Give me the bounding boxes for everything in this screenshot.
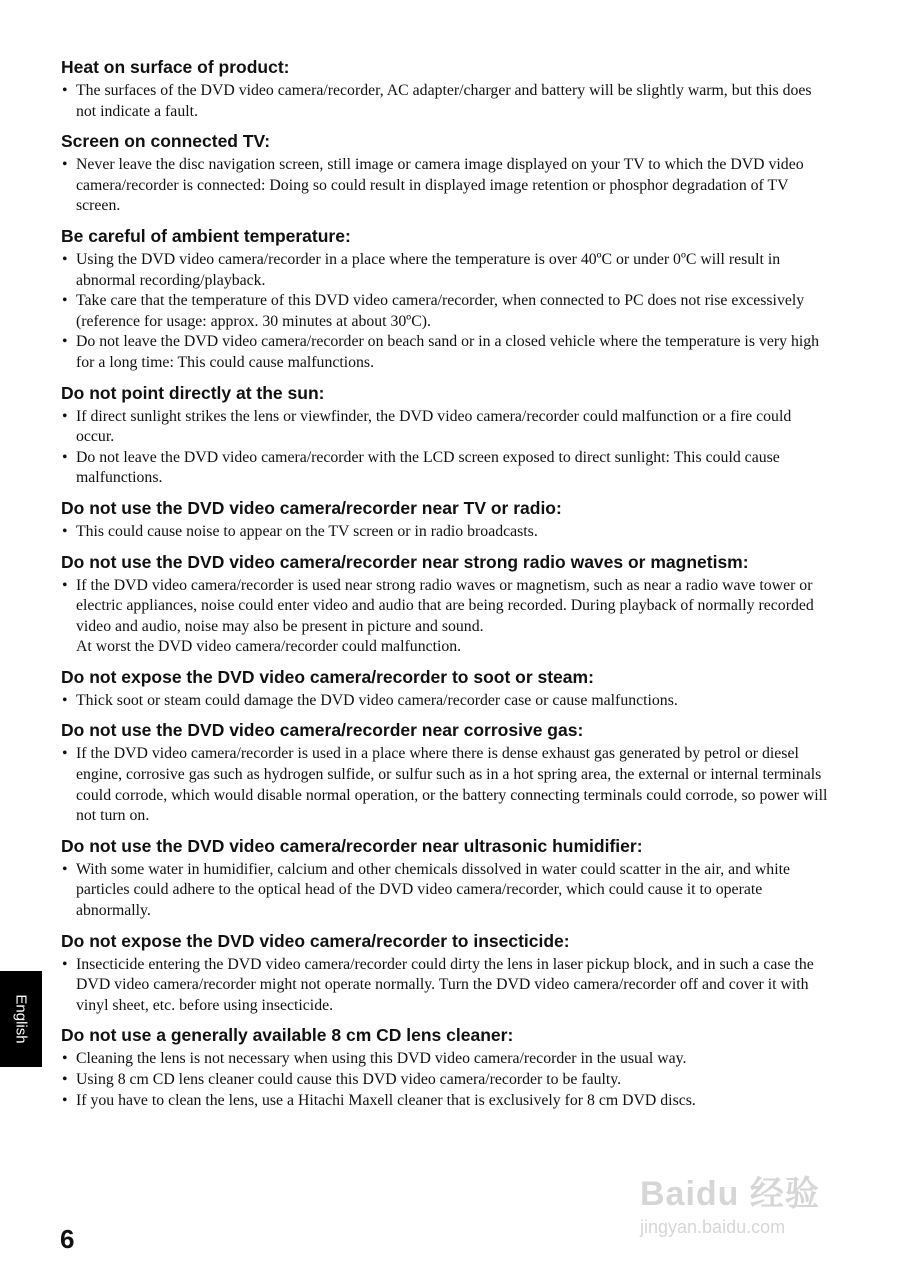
section-heading: Do not expose the DVD video camera/recorder to soot or steam: — [61, 666, 594, 687]
section-sun — [61, 382, 831, 489]
section-connected-tv — [61, 130, 831, 217]
bullet-list — [61, 955, 831, 1017]
bullet-list — [61, 860, 831, 922]
section-ambient-temperature — [61, 225, 831, 374]
section-soot-steam — [61, 666, 831, 712]
bullet-item: • If direct sunlight strikes the lens or viewfinder, the DVD video camera/recorder could malfunction or a fire could occur. — [61, 407, 831, 448]
bullet-item — [61, 576, 831, 658]
section-lens-cleaner — [61, 1024, 831, 1111]
section-heading: Be careful of ambient temperature: — [61, 225, 351, 246]
bullet-item: • Do not leave the DVD video camera/recorder with the LCD screen exposed to direct sunlight: This could cause malfunctions. — [61, 448, 831, 489]
bullet-item: • Insecticide entering the DVD video camera/recorder could dirty the lens in laser pickup block, and in such a case the DVD video camera/recorder might not operate normally. Turn the DVD video camera/recorder off and cover it with vinyl sheet, etc. before using insecticide. — [61, 955, 831, 1017]
section-heading: Do not use the DVD video camera/recorder near strong radio waves or magnetism: — [61, 551, 749, 572]
section-heat-surface — [61, 56, 831, 122]
bullet-list — [61, 576, 831, 658]
bullet-list — [61, 744, 831, 826]
watermark-url: jingyan.baidu.com — [640, 1217, 786, 1237]
bullet-item: • Do not leave the DVD video camera/recorder on beach sand or in a closed vehicle where the temperature is very high for a long time: This could cause malfunctions. — [61, 332, 831, 373]
bullet-text: If the DVD video camera/recorder is used near strong radio waves or magnetism, such as near a radio wave tower or electric appliances, noise could enter video and audio that are being recorded. During playback of normally recorded video and audio, noise may also be present in picture and sound. — [76, 576, 814, 635]
bullet-item: • Take care that the temperature of this DVD video camera/recorder, when connected to PC does not rise excessively (reference for usage: approx. 30 minutes at about 30ºC). — [61, 291, 831, 332]
bullet-item: • If you have to clean the lens, use a Hitachi Maxell cleaner that is exclusively for 8 cm DVD discs. — [61, 1091, 831, 1112]
bullet-item: • Using 8 cm CD lens cleaner could cause this DVD video camera/recorder to be faulty. — [61, 1070, 831, 1091]
language-label: English — [12, 994, 30, 1044]
bullet-list — [61, 407, 831, 489]
section-insecticide — [61, 930, 831, 1017]
section-heading: Do not use the DVD video camera/recorder near ultrasonic humidifier: — [61, 835, 643, 856]
bullet-item: • Using the DVD video camera/recorder in a place where the temperature is over 40ºC or under 0ºC will result in abnormal recording/playback. — [61, 250, 831, 291]
manual-content — [61, 56, 831, 1119]
bullet-list — [61, 1049, 831, 1111]
section-heading: Heat on surface of product: — [61, 57, 290, 77]
bullet-list — [61, 250, 831, 374]
baidu-watermark — [640, 1166, 860, 1246]
section-heading: Do not point directly at the sun: — [61, 382, 325, 403]
page-number: 6 — [60, 1224, 75, 1254]
section-heading: Screen on connected TV: — [61, 131, 271, 152]
bullet-list — [61, 155, 831, 217]
section-corrosive-gas — [61, 719, 831, 826]
bullet-item: • Thick soot or steam could damage the DVD video camera/recorder case or cause malfunctions. — [61, 691, 831, 712]
section-tv-radio — [61, 497, 831, 543]
section-heading: Do not use a generally available 8 cm CD lens cleaner: — [61, 1025, 514, 1046]
section-heading: Do not expose the DVD video camera/recorder to insecticide: — [61, 930, 570, 951]
section-humidifier — [61, 835, 831, 922]
bullet-item: • Never leave the disc navigation screen, still image or camera image displayed on your TV to which the DVD video camera/recorder is connected: Doing so could result in displayed image retention or phosphor degradation of TV screen. — [61, 155, 831, 217]
bullet-item: • If the DVD video camera/recorder is used in a place where there is dense exhaust gas generated by petrol or diesel engine, corrosive gas such as hydrogen sulfide, or sulfur such as in a hot spring area, the external or internal terminals could corrode, which would disable normal operation, or the battery connecting terminals could corrode, so power will not turn on. — [61, 744, 831, 826]
bullet-item: • With some water in humidifier, calcium and other chemicals dissolved in water could scatter in the air, and white particles could adhere to the optical head of the DVD video camera/recorder, which could cause it to operate abnormally. — [61, 860, 831, 922]
bullet-item: • The surfaces of the DVD video camera/recorder, AC adapter/charger and battery will be slightly warm, but this does not indicate a fault. — [61, 81, 831, 122]
section-radio-waves — [61, 551, 831, 658]
bullet-continuation: At worst the DVD video camera/recorder could malfunction. — [76, 638, 462, 656]
bullet-item: • Cleaning the lens is not necessary when using this DVD video camera/recorder in the usual way. — [61, 1049, 831, 1070]
section-heading: Do not use the DVD video camera/recorder near TV or radio: — [61, 497, 562, 518]
bullet-list — [61, 81, 831, 122]
language-side-tab — [0, 971, 42, 1067]
bullet-list — [61, 691, 831, 712]
bullet-list — [61, 522, 831, 543]
section-heading: Do not use the DVD video camera/recorder near corrosive gas: — [61, 720, 584, 741]
bullet-item: • This could cause noise to appear on the TV screen or in radio broadcasts. — [61, 522, 831, 543]
watermark-logo: Baidu 经验 — [640, 1175, 820, 1213]
